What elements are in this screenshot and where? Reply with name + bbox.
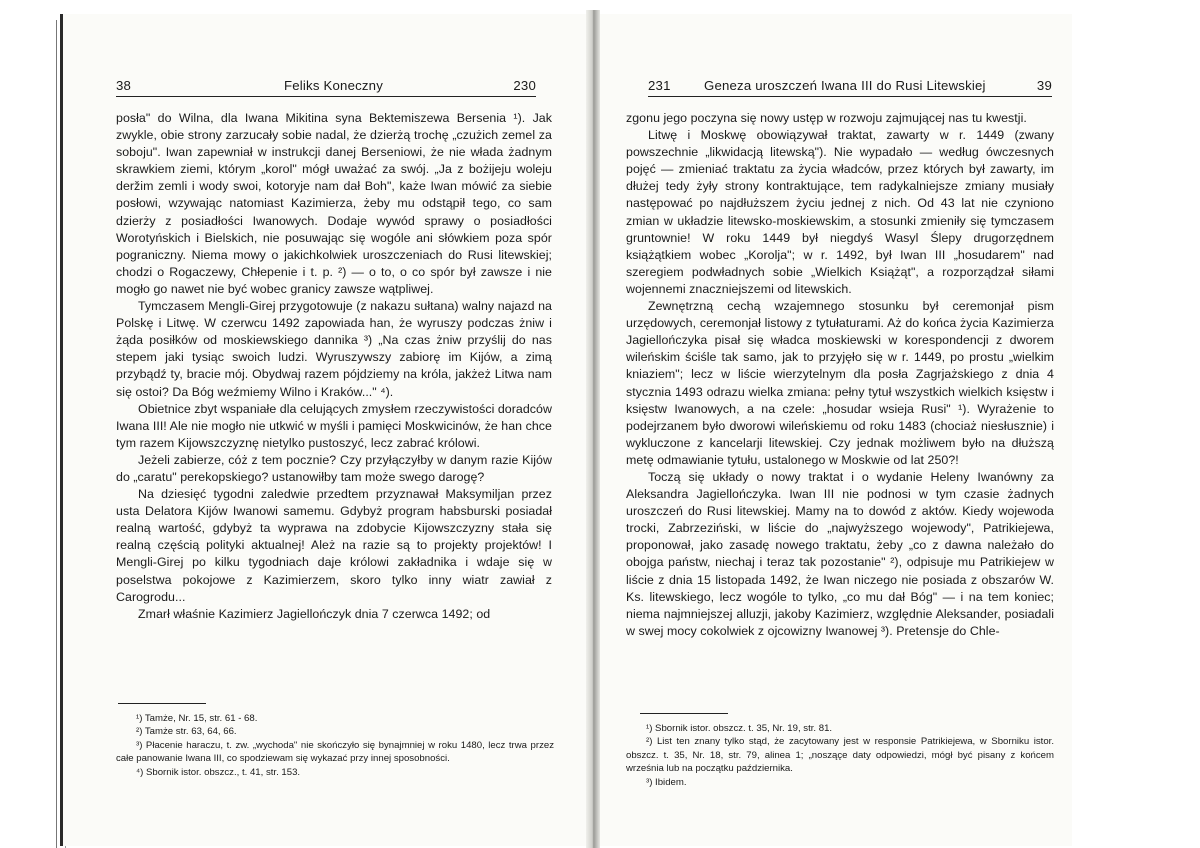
paragraph: Obietnice zbyt wspaniałe dla celujących zmysłem rzeczywistości doradców Iwana III! Ale nie mogło nie utkwić w myśli i pamięci Moskwicinów, że han chce tym razem Kijowszczyznę nietylko pustoszyć, lecz zabrać królowi. xyxy=(116,401,552,450)
left-page-number: 38 xyxy=(116,78,132,93)
paragraph: Zmarł właśnie Kazimierz Jagiellończyk dnia 7 czerwca 1492; od xyxy=(138,606,491,621)
footnote: ¹) Tamże, Nr. 15, str. 61 - 68. xyxy=(136,713,258,724)
paragraph: Litwę i Moskwę obowiązywał traktat, zawarty w r. 1449 (zwany powszechnie „likwidacją litewską"). Nie wypadało — według ówczesnych pojęć — zmieniać traktatu za życia władców, przez których był zawarty, im dłużej tedy żyły strony kontraktujące, tem radykalniejsze zmiany musiały następować po najdłuższem życiu jednej z nich. Od 43 lat nie czyniono zmian w układzie litewsko-moskiewskim, a stosunki zmieniły się tymczasem gruntownie! W roku 1449 był niegdyś Wasyl Ślepy drugorzędnem książątkiem wobec „Korolja"; w r. 1492, był Iwan III „hosudarem" nad szeregiem podwładnych sobie „Wielkich Książąt", a rozporządzał siłami wojennemi znaczniejszemi od litewskich. xyxy=(626,128,1054,296)
left-footnote-rule xyxy=(118,703,206,704)
left-running-title: Feliks Koneczny xyxy=(284,78,384,93)
footnote: ⁴) Sbornik istor. obszcz., t. 41, str. 153. xyxy=(136,766,301,778)
paragraph: Zewnętrzną cechą wzajemnego stosunku był ceremonjał pism urzędowych, ceremonjał listowy z tytułaturami. Aż do końca życia Kazimierza Jagiellończyka pisał się władca moskiewski w korespondencji z dworem wileńskim ściśle tak samo, jak to przyjęło się w r. 1449, po prostu „wielkim kniaziem"; lecz w liście wierzytelnym dla posła Zagrjażskiego z dnia 4 stycznia 1493 odrazu wielka zmiana: pełny tytuł wszystkich wielkich księstw i księstw Iwanowych, a na czele: „hosudar wsieja Rusi" ¹). Wyrażenie to podejrzanem było dworowi wileńskiemu od roku 1483 (chociaż niesłusznie) i wykluczone z kancelarji litewskiej. Czy jednak możliwem było na dłuższą metę odmawianie tytułu, ustalonego w Moskwie od lat 250?! xyxy=(626,299,1054,467)
left-body-text xyxy=(116,110,552,623)
footnote: ³) Płacenie haraczu, t. zw. „wychoda" nie skończyło się bynajmniej w roku 1480, lecz trwa przez całe panowanie Iwana III, co spodziewam się wykazać przy innej sposobności. xyxy=(116,739,554,765)
right-running-head xyxy=(648,78,1052,97)
paragraph: Jeżeli zabierze, cóż z tem pocznie? Czy przyłączyłby w danym razie Kijów do „caratu" perekopskiego? ustanowiłby tam może swego darogę? xyxy=(116,452,552,484)
book-gutter xyxy=(586,10,600,848)
footnote: ³) Ibidem. xyxy=(646,776,687,788)
paragraph: posła" do Wilna, dla Iwana Mikitina syna Bektemiszewa Bersenia ¹). Jak zwykle, obie strony zarzucały sobie nadal, że dzierżą trochę „czużich zemel za soboju". Iwan zapewniał w instrukcji danej Berseniowi, że nie włada żadnym skrawkiem ziemi, którym „korol" mógł uważać za swój. „Ja z bożijeju woleju deržim zemli i wody swoi, kotoryje nam dał Boh", każe Iwan mówić za siebie posłowi, wzywając natomiast Kazimierza, żeby mu odstąpił tego, co sam dzierży z posiadłości Iwanowych. Dodaje wywód sprawy o posiadłości Worotyńskich i Bielskich, nie posuwając się wogóle ani słówkiem poza spór pograniczny. Niema mowy o jakichkolwiek uroszczeniach do Rusi litewskiej; chodzi o Rogaczewy, Chłepenie i t. p. ²) — o to, o co spór był zawsze i nie mogło go nawet nie być wobec granicy zawsze wątpliwej. xyxy=(116,111,552,296)
left-original-page-number: 230 xyxy=(513,78,536,93)
right-running-title: Geneza uroszczeń Iwana III do Rusi Litewskiej xyxy=(704,78,986,93)
right-body-text xyxy=(626,110,1054,640)
paragraph: Na dziesięć tygodni zaledwie przedtem przyznawał Maksymiljan przez usta Delatora Kijów Iwanowi samemu. Gdybyż program habsburski posiadał realną wartość, gdybyż ta wyprawa na zdobycie Kijowszczyzny stała się realną częścią polityki aktualnej! Ależ na razie są to projekty projektów! I Mengli-Girej po kilku tygodniach daje królowi zakładnika i wdaje się w poselstwa pokojowe z Kazimierzem, skoro tylko inny wiatr zawiał z Carogrodu... xyxy=(116,487,552,604)
right-original-page-number: 231 xyxy=(648,78,671,93)
left-footnotes xyxy=(116,712,554,779)
footnote: ²) List ten znany tylko stąd, że zacytowany jest w responsie Patrikiejewa, w Sborniku istor. obszcz. t. 35, Nr. 18, str. 79, alinea 1; „nosząc̨e daty odpowiedzi, mógł być pisany z końcem września lub na początku października. xyxy=(626,736,1054,775)
right-footnotes xyxy=(626,722,1054,789)
paragraph: Toczą się układy o nowy traktat i o wydanie Heleny Iwanówny za Aleksandra Jagiellończyka. Iwan III nie podnosi w tym czasie żadnych uroszczeń do Rusi litewskiej. Mamy na to dowód z aktów. Kiedy wojewoda trocki, Zabrzeziński, w liście do „najwyższego wojewody", Patrikiejewa, proponował, jako zasadę nowego traktatu, żeby „co z dawna należało do obojga państw, niechaj i teraz tak pozostanie" ²), odpisuje mu Patrikiejew w liście z dnia 15 listopada 1492, że Iwan niczego nie posiada z obszarów W. Ks. litewskiego, lecz wogóle to tylko, „co mu dał Bóg" — i na tem koniec; niema najmniejszej alluzji, jakoby Kazimierz, względnie Aleksander, posiadali w swej mocy cokolwiek z ojcowizny Iwanowej ³). Pretensje do Chle- xyxy=(626,469,1054,638)
paragraph: Tymczasem Mengli-Girej przygotowuje (z nakazu sułtana) walny najazd na Polskę i Litwę. W czerwcu 1492 zapowiada han, że wyruszy podczas żniw i żąda posiłków od moskiewskiego dannika ³) „Na czas żniw przyślij do nas stepem jaki tysiąc swoich ludzi. Wyruszywszy zabiorę im Kijów, a zimą przybądź ty, bracie mój. Obydwaj razem pójdziemy na króla, jakżeż Litwa nam się ostoi? Da Bóg weźmiemy Wilno i Kraków..." ⁴). xyxy=(116,299,552,399)
left-running-head xyxy=(116,78,536,97)
footnote: ²) Tamże str. 63, 64, 66. xyxy=(136,726,237,738)
right-page-number: 39 xyxy=(1036,78,1052,93)
footnote: ¹) Sbornik istor. obszcz. t. 35, Nr. 19, str. 81. xyxy=(646,723,833,734)
paragraph: zgonu jego poczyna się nowy ustęp w rozwoju zajmującej nas tu kwestji. xyxy=(626,111,1027,125)
right-footnote-rule xyxy=(640,713,728,714)
